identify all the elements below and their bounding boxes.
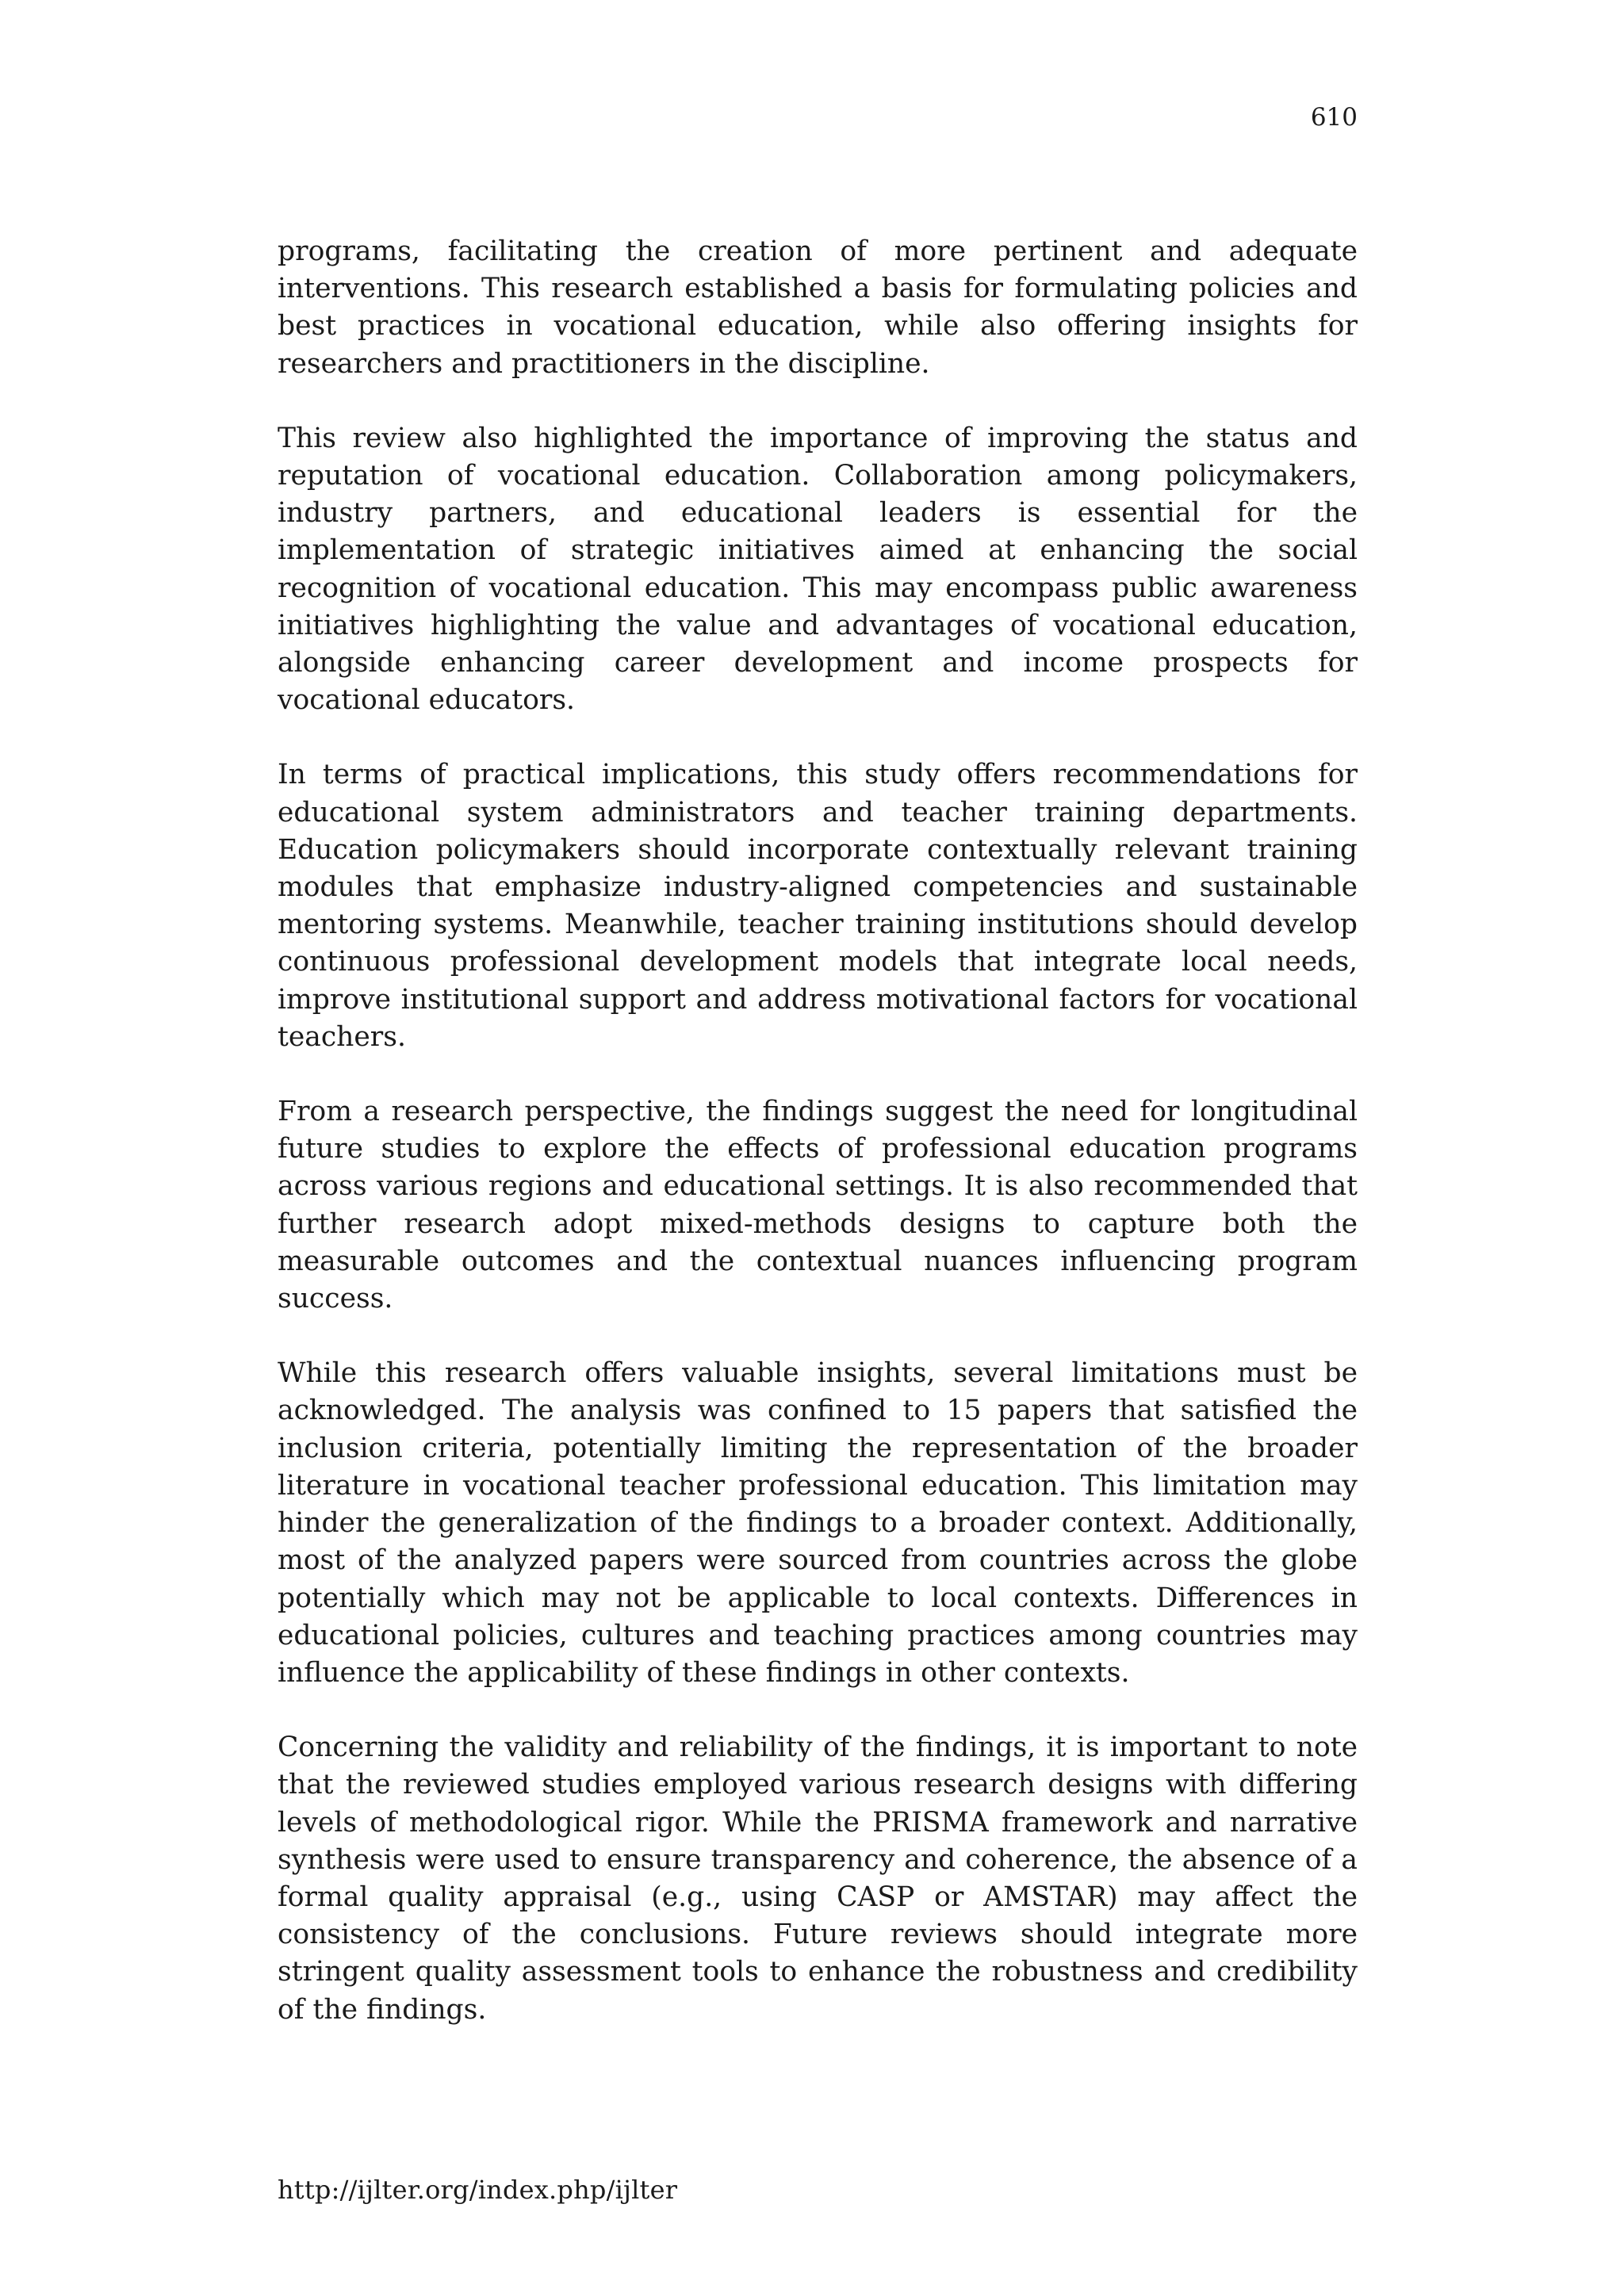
paragraph-2: This review also highlighted the importance of improving the status and reputation of vocational education. Collaboration among policymakers, industry partners, and educational leaders is essential for the implementation of strategic initiatives aimed at enhancing the social recognition of vocational education. This may encompass public awareness initiatives highlighting the value and advantages of vocational education, alongside enhancing career development and income prospects for vocational educators.	[278, 422, 1358, 717]
body-text	[278, 233, 1358, 2029]
footer-url[interactable]: http://ijlter.org/index.php/ijlter	[278, 2175, 678, 2205]
paragraph-4: From a research perspective, the findings suggest the need for longitudinal future studies to explore the effects of professional education programs across various regions and educational settings. It is also recommended that further research adopt mixed-methods designs to capture both the measurable outcomes and the contextual nuances influencing program success.	[278, 1096, 1358, 1315]
paragraph-5: While this research offers valuable insights, several limitations must be acknowledged. The analysis was confined to 15 papers that satisfied the inclusion criteria, potentially limiting the representation of the broader literature in vocational teacher professional education. This limitation may hinder the generalization of the findings to a broader context. Additionally, most of the analyzed papers were sourced from countries across the globe potentially which may not be applicable to local contexts. Differences in educational policies, cultures and teaching practices among countries may influence the applicability of these findings in other contexts.	[278, 1357, 1358, 1689]
page-number: 610	[1310, 103, 1358, 132]
paragraph-3: In terms of practical implications, this study offers recommendations for educational system administrators and teacher training departments. Education policymakers should incorporate contextually relevant training modules that emphasize industry-aligned competencies and sustainable mentoring systems. Meanwhile, teacher training institutions should develop continuous professional development models that integrate local needs, improve institutional support and address motivational factors for vocational teachers.	[278, 759, 1358, 1053]
paragraph-1: programs, facilitating the creation of more pertinent and adequate interventions. This research established a basis for formulating policies and best practices in vocational education, while also offering insights for researchers and practitioners in the discipline.	[278, 235, 1358, 380]
paragraph-6: Concerning the validity and reliability of the findings, it is important to note that the reviewed studies employed various research designs with differing levels of methodological rigor. While the PRISMA framework and narrative synthesis were used to ensure transparency and coherence, the absence of a formal quality appraisal (e.g., using CASP or AMSTAR) may affect the consistency of the conclusions. Future reviews should integrate more stringent quality assessment tools to enhance the robustness and credibility of the findings.	[278, 1732, 1358, 2026]
